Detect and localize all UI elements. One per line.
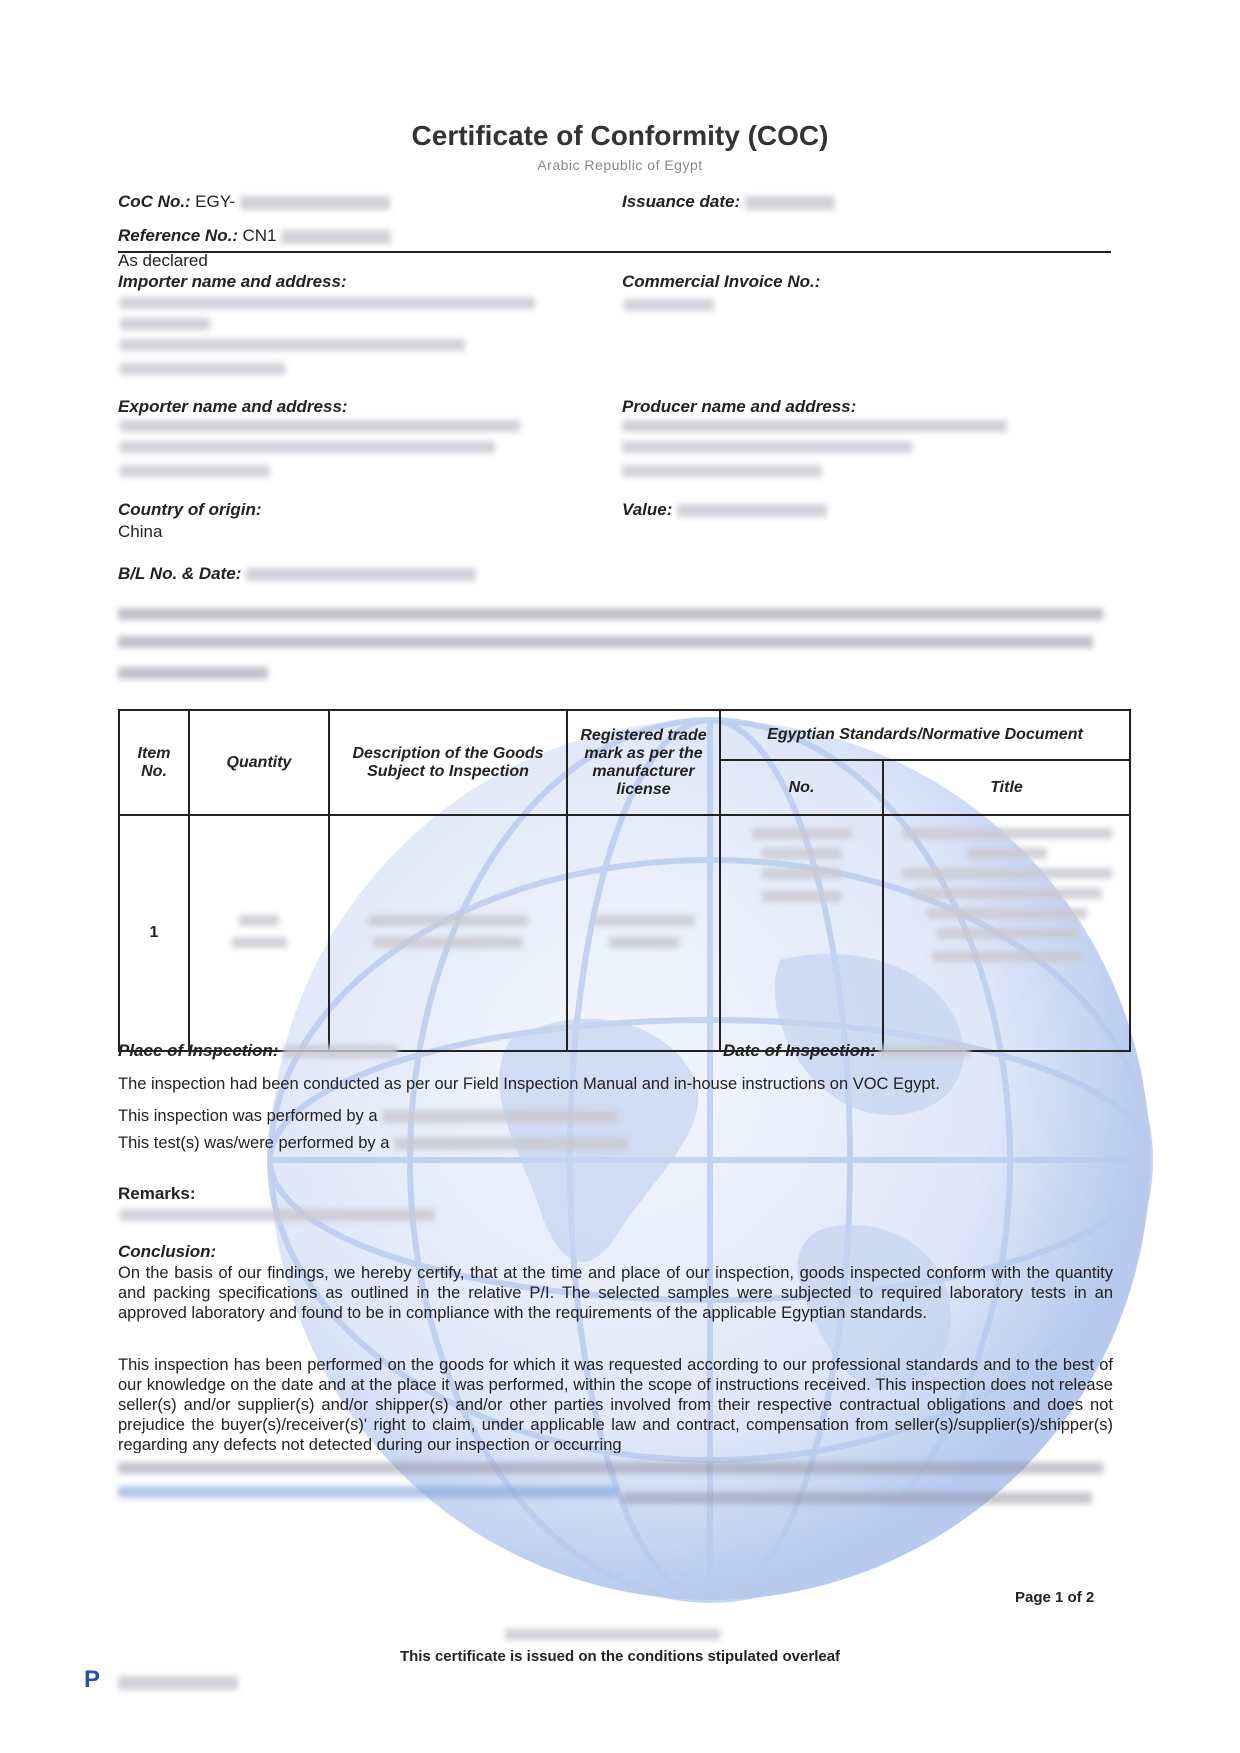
place-of-inspection-label: Place of Inspection: — [118, 1041, 279, 1060]
as-declared-text: As declared — [118, 251, 208, 270]
conclusion-paragraph-2: This inspection has been performed on the goods for which it was requested according to our professional standards and to the best of our knowledge on the date and at the place it was performed, within the scope of instructions received. This inspection does not release seller(s) and/or supplier(s) and/or shipper(s) and/or other parties involved from their respective contractual obligations and does not prejudice the buyer(s)/receiver(s)' right to claim, under applicable law and contract, compensation from seller(s)/supplier(s)/shipper(s) regarding any defects not detected during our inspection or occurring — [118, 1356, 1113, 1453]
tests-by-text: This test(s) was/were performed by a — [118, 1134, 390, 1152]
date-of-inspection-label: Date of Inspection: — [723, 1041, 877, 1060]
continuation-paragraph-redacted — [118, 1462, 1113, 1510]
date-of-inspection-field — [723, 1041, 970, 1061]
redacted-performer — [382, 1110, 617, 1123]
reference-no-label: Reference No.: — [118, 226, 238, 245]
cell-item-no: 1 — [119, 815, 189, 1051]
header-standard-title: Title — [883, 760, 1130, 815]
header-description: Description of the Goods Subject to Inspection — [329, 710, 567, 815]
header-standard-no: No. — [720, 760, 883, 815]
coc-no-label: CoC No.: — [118, 192, 191, 211]
redacted-issuance-date — [745, 196, 835, 210]
redacted-lab — [394, 1137, 629, 1150]
redacted-reference-no — [281, 230, 391, 244]
redacted-coc-no — [240, 196, 390, 210]
importer-address-redacted — [120, 297, 540, 378]
document-subtitle: Arabic Republic of Egypt — [537, 157, 703, 173]
conditions-note: This certificate is issued on the conditions stipulated overleaf — [399, 1648, 841, 1665]
issuance-date-label: Issuance date: — [622, 192, 741, 211]
reference-no-value: CN1 — [242, 226, 277, 245]
p-mark: P — [84, 1666, 101, 1693]
producer-label: Producer name and address: — [622, 397, 857, 416]
commercial-invoice-label: Commercial Invoice No.: — [622, 272, 821, 291]
redacted-footer-code — [505, 1629, 720, 1640]
performed-by-field — [118, 1107, 617, 1126]
reference-no-field — [118, 226, 391, 246]
intro-paragraph-redacted — [118, 608, 1113, 682]
value-label: Value: — [622, 500, 673, 519]
tests-by-field — [118, 1134, 629, 1153]
document-title: Certificate of Conformity (COC) — [411, 120, 829, 151]
exporter-address-redacted — [120, 420, 540, 480]
issuance-date-field — [622, 192, 835, 212]
cell-description-redacted — [329, 815, 567, 1051]
header-standards: Egyptian Standards/Normative Document — [720, 710, 1130, 760]
value-field — [622, 500, 827, 520]
exporter-label: Exporter name and address: — [118, 397, 348, 416]
cell-quantity-redacted — [189, 815, 329, 1051]
footer-serial — [84, 1666, 238, 1694]
place-of-inspection-field — [118, 1041, 398, 1061]
redacted-date — [880, 1045, 970, 1058]
cell-standard-no-redacted — [720, 815, 883, 1051]
importer-label: Importer name and address: — [118, 272, 347, 291]
country-origin-label: Country of origin: — [118, 500, 262, 519]
page-number: Page 1 of 2 — [1015, 1589, 1095, 1606]
table-row — [119, 815, 1130, 1051]
conclusion-label: Conclusion: — [118, 1242, 217, 1261]
header-quantity: Quantity — [189, 710, 329, 815]
redacted-serial — [118, 1676, 238, 1690]
coc-no-value: EGY- — [195, 192, 236, 211]
coc-no-field — [118, 192, 390, 212]
cell-standard-title-redacted — [883, 815, 1130, 1051]
country-origin-value: China — [118, 522, 163, 541]
redacted-place — [283, 1045, 398, 1058]
bl-field — [118, 564, 476, 584]
redacted-bl — [246, 568, 476, 581]
performed-by-text: This inspection was performed by a — [118, 1107, 378, 1125]
producer-address-redacted — [622, 420, 1022, 480]
redacted-invoice-no — [624, 299, 714, 311]
field-manual-text: The inspection had been conducted as per our Field Inspection Manual and in-house instructions on VOC Egypt. — [118, 1075, 940, 1093]
cell-trademark-redacted — [567, 815, 720, 1051]
bl-label: B/L No. & Date: — [118, 564, 242, 583]
header-divider — [118, 251, 1111, 253]
remarks-label: Remarks: — [118, 1184, 196, 1203]
redacted-value — [677, 504, 827, 517]
redacted-remarks — [120, 1209, 435, 1221]
header-trademark: Registered trade mark as per the manufacturer license — [567, 710, 720, 815]
conclusion-paragraph-1: On the basis of our findings, we hereby certify, that at the time and place of our inspection, goods inspected conform with the quantity and packing specifications as outlined in the relative P/I. The selected samples were subjected to required laboratory tests in an approved laboratory and found to be in compliance with the requirements of the applicable Egyptian standards. — [118, 1264, 1113, 1322]
inspection-table — [118, 709, 1131, 1052]
header-item-no: Item No. — [119, 710, 189, 815]
